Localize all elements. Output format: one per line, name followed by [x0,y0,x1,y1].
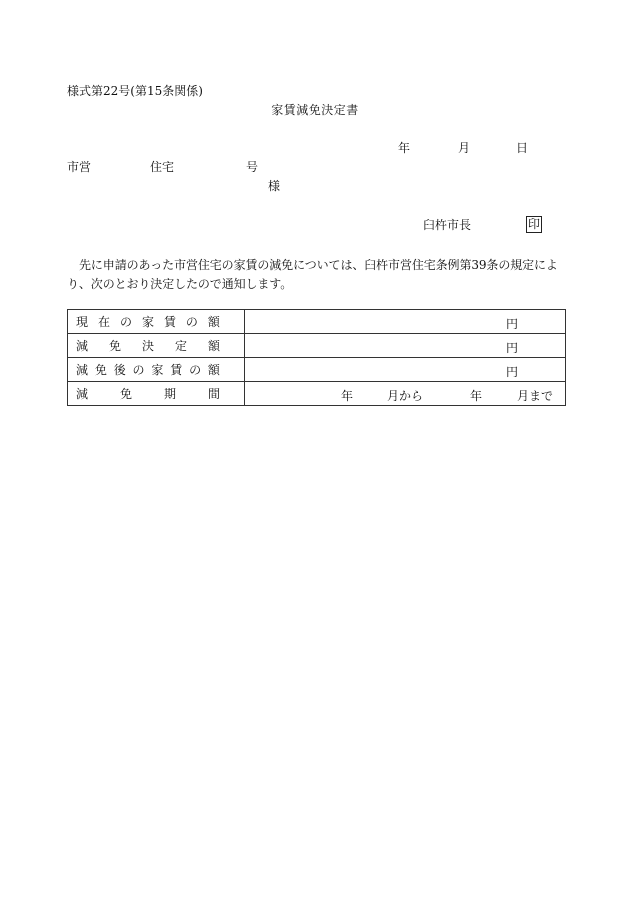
label-char: 現 [76,315,89,329]
table-row [68,310,566,334]
row-label-rent-after-reduction [68,358,245,382]
spread-label [76,385,220,402]
label-char: の [132,363,145,377]
spread-label [76,361,220,378]
spread-label [76,313,220,330]
address-city-label: 市営 [67,160,92,174]
address-number-label: 号 [246,160,259,174]
label-char: 賃 [170,363,183,377]
period-to-month: 月まで [517,389,554,403]
current-rent-value [245,310,566,334]
label-char: 免 [119,387,132,401]
date-year-label: 年 [398,141,411,155]
table-row [68,358,566,382]
label-char: の [189,363,202,377]
label-char: 免 [94,363,107,377]
label-char: 額 [207,339,220,353]
table-row [68,382,566,406]
row-label-reduction-amount [68,334,245,358]
label-char: 免 [108,339,121,353]
decision-table [67,309,566,406]
label-char: の [119,315,132,329]
label-char: 家 [141,315,154,329]
yen-unit: 円 [506,365,519,379]
date-month-label: 月 [458,141,471,155]
label-char: 減 [76,387,89,401]
row-label-current-rent [68,310,245,334]
period-from-year: 年 [341,389,354,403]
label-char: 定 [174,339,187,353]
label-char: 決 [141,339,154,353]
rent-after-reduction-value [245,358,566,382]
yen-unit: 円 [506,341,519,355]
document-title: 家賃減免決定書 [271,103,359,117]
label-char: 額 [207,363,220,377]
recipient-honorific: 様 [268,179,281,193]
label-char: 後 [113,363,126,377]
row-label-reduction-period [68,382,245,406]
notice-body-text: 先に申請のあった市営住宅の家賃の減免については、臼杵市営住宅条例第39条の規定により、次のとおり決定したので通知します。 [67,258,558,291]
table-row [68,334,566,358]
label-char: 在 [97,315,110,329]
period-from-month: 月から [387,389,424,403]
label-char: 家 [151,363,164,377]
issuer-name: 臼杵市長 [423,218,472,232]
form-number: 様式第22号(第15条関係) [67,84,203,98]
spread-label [76,337,220,354]
address-housing-label: 住宅 [150,160,175,174]
label-char: 期 [163,387,176,401]
yen-unit: 円 [506,317,519,331]
date-day-label: 日 [516,141,529,155]
label-char: 賃 [163,315,176,329]
seal-stamp: 印 [528,217,541,231]
period-to-year: 年 [470,389,483,403]
reduction-amount-value [245,334,566,358]
label-char: 減 [76,339,89,353]
reduction-period-value [245,382,566,406]
label-char: の [185,315,198,329]
label-char: 減 [76,363,89,377]
label-char: 間 [207,387,220,401]
label-char: 額 [207,315,220,329]
